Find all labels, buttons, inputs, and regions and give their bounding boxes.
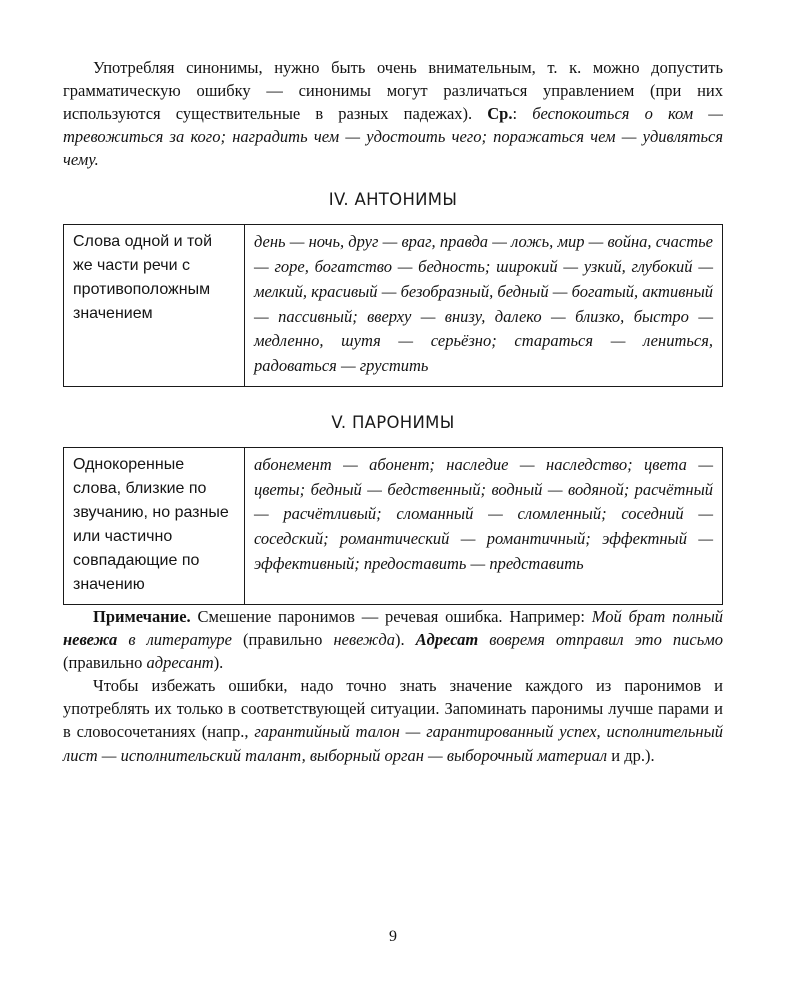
note-wrong-word: Адресат <box>415 630 479 650</box>
note-correct-word: адресант <box>146 653 214 673</box>
heading-antonyms: IV. АНТОНИМЫ <box>328 190 458 210</box>
advice-examples: гарантийный талон — гарантированный успех, исполнительный лист — исполнительский талант, выборный орган — выборочный материал <box>63 722 723 765</box>
advice-text: Чтобы избежать ошибки, надо точно знать значение каждого из паронимов и употреблять их только в соответствующей ситуации. Запоминать паронимы лучше парами и в словосочетаниях (напр., <box>63 676 723 742</box>
intro-examples: беспокоиться о ком — тревожиться за кого; наградить чем — удостоить чего; поражаться чем — удивляться чему. <box>63 104 723 170</box>
advice-paragraph <box>63 674 723 766</box>
note-text: ). <box>213 653 224 673</box>
note-correction: (правильно <box>63 653 147 673</box>
note-wrong-word: невежа <box>63 630 118 650</box>
antonyms-examples-cell: день — ночь, друг — враг, правда — ложь, мир — война, счастье — горе, богатство — бедность; широкий — узкий, глубокий — мелкий, красивый — безобразный, бедный — богатый, активный — пассивный; вверху — внизу, далеко — близко, быстро — медленно, шутя — серьёзно; стараться — лениться, радоваться — грустить <box>245 225 723 387</box>
note-example: вовремя отправил это письмо <box>478 630 724 650</box>
note-correction: (правильно <box>243 630 334 650</box>
note-text: ). <box>394 630 416 650</box>
table-row <box>64 225 723 387</box>
compare-label: Ср. <box>487 104 513 124</box>
note-label: Примечание. <box>93 606 191 626</box>
advice-text: и др.). <box>607 745 655 765</box>
antonyms-table <box>63 224 723 387</box>
page-number: 9 <box>389 928 397 945</box>
note-correct-word: невежда <box>333 630 395 650</box>
note-paragraph <box>63 605 723 674</box>
note-example: в литературе <box>117 630 244 650</box>
intro-paragraph <box>63 56 723 171</box>
paronyms-definition-cell: Однокоренные слова, близкие по звучанию, но разные или частично совпадающие по значению <box>64 447 245 604</box>
intro-colon: : <box>512 104 533 124</box>
paronyms-examples-cell: абонемент — абонент; наследие — наследство; цвета — цветы; бедный — бедственный; водный — водяной; расчётный — расчётливый; сломанный — сломленный; соседний — соседский; романтический — романтичный; эффектный — эффективный; предоставить — представить <box>245 447 723 604</box>
intro-text: Употребляя синонимы, нужно быть очень внимательным, т. к. можно допустить грамматическую ошибку — синонимы могут различаться управлением (при них используются существительные в разных падежах). <box>63 58 723 124</box>
antonyms-definition-cell: Слова одной и той же части речи с противоположным значением <box>64 225 245 387</box>
paronyms-table <box>63 447 723 605</box>
note-example: Мой брат полный <box>591 606 723 626</box>
heading-paronyms: V. ПАРОНИМЫ <box>331 412 455 432</box>
table-row <box>64 447 723 604</box>
note-text: Смешение паронимов — речевая ошибка. Например: <box>190 606 592 626</box>
